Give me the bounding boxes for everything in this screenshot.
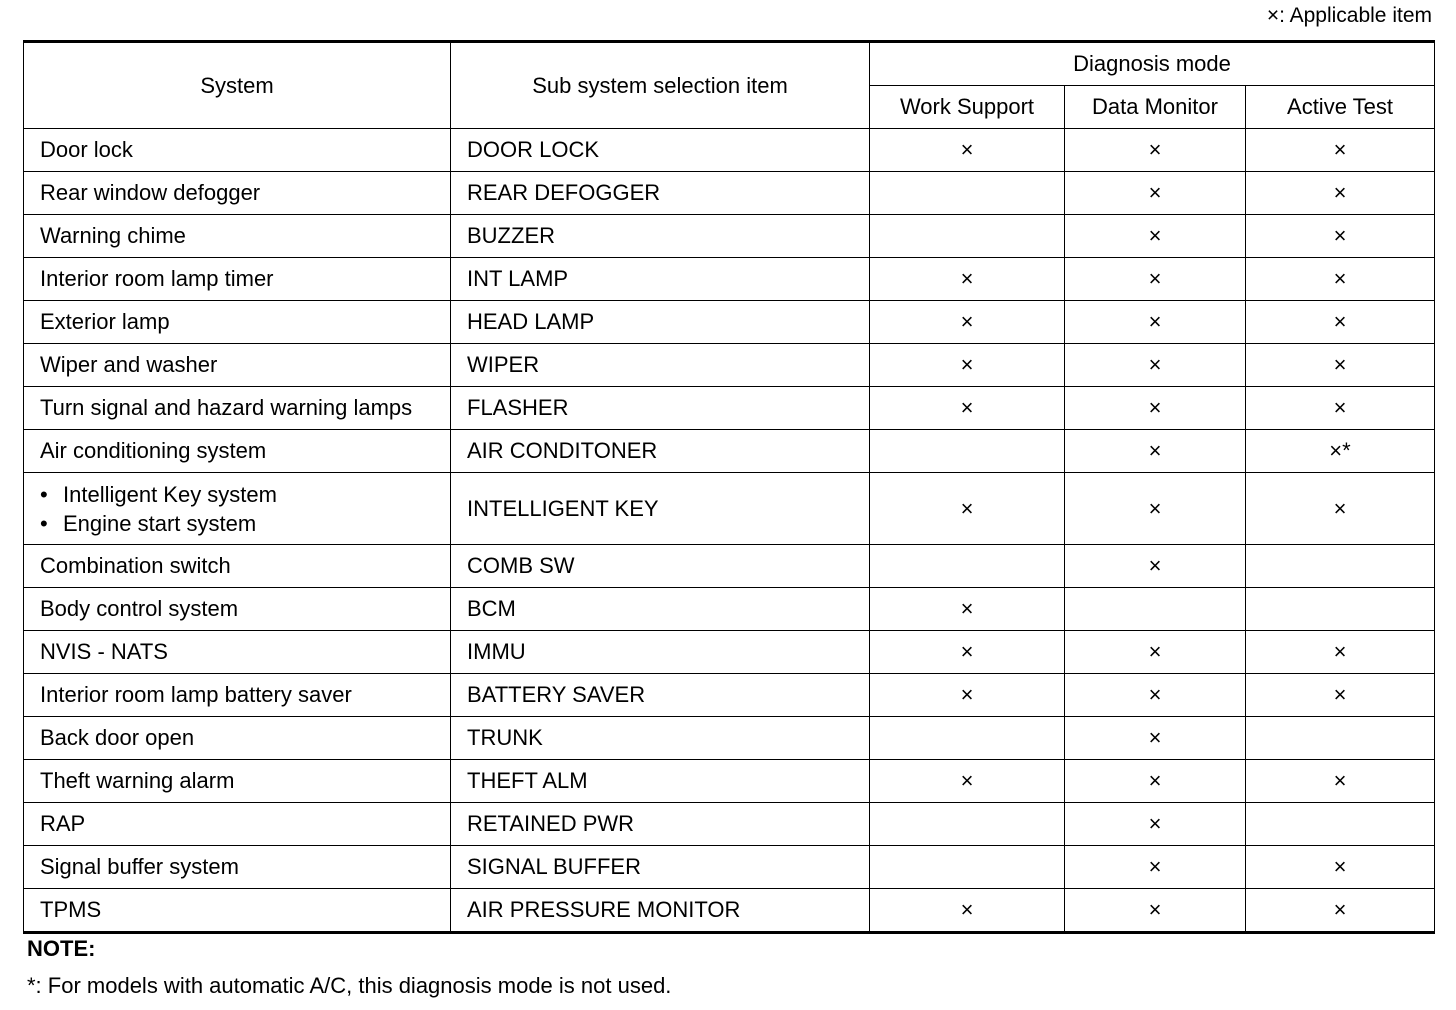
table-row — [24, 473, 1435, 545]
system-cell: TPMS — [24, 889, 451, 933]
active-test-cell: × — [1246, 258, 1435, 301]
table-row — [24, 344, 1435, 387]
table-row — [24, 215, 1435, 258]
work-support-cell — [870, 846, 1065, 889]
active-test-cell — [1246, 803, 1435, 846]
sub-system-cell: COMB SW — [451, 545, 870, 588]
work-support-cell — [870, 172, 1065, 215]
sub-system-cell: AIR CONDITONER — [451, 430, 870, 473]
data-monitor-cell: × — [1065, 545, 1246, 588]
system-cell: Interior room lamp battery saver — [24, 674, 451, 717]
active-test-cell — [1246, 717, 1435, 760]
data-monitor-cell: × — [1065, 760, 1246, 803]
work-support-cell: × — [870, 301, 1065, 344]
sub-system-cell: INT LAMP — [451, 258, 870, 301]
header-diagnosis-mode: Diagnosis mode — [870, 42, 1435, 86]
active-test-cell: ×* — [1246, 430, 1435, 473]
sub-system-cell: SIGNAL BUFFER — [451, 846, 870, 889]
header-active-test: Active Test — [1246, 86, 1435, 129]
active-test-cell: × — [1246, 215, 1435, 258]
table-row — [24, 760, 1435, 803]
sub-system-cell: DOOR LOCK — [451, 129, 870, 172]
sub-system-cell: THEFT ALM — [451, 760, 870, 803]
data-monitor-cell: × — [1065, 387, 1246, 430]
data-monitor-cell: × — [1065, 674, 1246, 717]
sub-system-cell: FLASHER — [451, 387, 870, 430]
data-monitor-cell: × — [1065, 717, 1246, 760]
table-body — [24, 129, 1435, 933]
work-support-cell: × — [870, 760, 1065, 803]
active-test-cell: × — [1246, 889, 1435, 933]
work-support-cell: × — [870, 588, 1065, 631]
active-test-cell: × — [1246, 301, 1435, 344]
work-support-cell: × — [870, 889, 1065, 933]
data-monitor-cell: × — [1065, 803, 1246, 846]
active-test-cell: × — [1246, 387, 1435, 430]
active-test-cell: × — [1246, 846, 1435, 889]
system-cell: Theft warning alarm — [24, 760, 451, 803]
active-test-cell: × — [1246, 344, 1435, 387]
data-monitor-cell: × — [1065, 473, 1246, 545]
table-row — [24, 889, 1435, 933]
work-support-cell — [870, 803, 1065, 846]
data-monitor-cell: × — [1065, 129, 1246, 172]
system-cell: Warning chime — [24, 215, 451, 258]
data-monitor-cell: × — [1065, 631, 1246, 674]
table-row — [24, 258, 1435, 301]
table-row — [24, 545, 1435, 588]
work-support-cell: × — [870, 387, 1065, 430]
table-row — [24, 674, 1435, 717]
work-support-cell: × — [870, 473, 1065, 545]
header-data-monitor: Data Monitor — [1065, 86, 1246, 129]
data-monitor-cell: × — [1065, 215, 1246, 258]
data-monitor-cell: × — [1065, 846, 1246, 889]
work-support-cell: × — [870, 674, 1065, 717]
table-row — [24, 588, 1435, 631]
table-row — [24, 631, 1435, 674]
table-row — [24, 430, 1435, 473]
data-monitor-cell — [1065, 588, 1246, 631]
work-support-cell: × — [870, 344, 1065, 387]
work-support-cell: × — [870, 258, 1065, 301]
active-test-cell: × — [1246, 760, 1435, 803]
system-cell: Rear window defogger — [24, 172, 451, 215]
table-row — [24, 717, 1435, 760]
system-list-item: • Intelligent Key system — [40, 480, 434, 509]
sub-system-cell: WIPER — [451, 344, 870, 387]
header-work-support: Work Support — [870, 86, 1065, 129]
legend: ×: Applicable item — [1266, 4, 1432, 27]
active-test-cell: × — [1246, 631, 1435, 674]
system-cell: Exterior lamp — [24, 301, 451, 344]
work-support-cell — [870, 717, 1065, 760]
system-cell: Back door open — [24, 717, 451, 760]
active-test-cell — [1246, 588, 1435, 631]
sub-system-cell: INTELLIGENT KEY — [451, 473, 870, 545]
note-text: *: For models with automatic A/C, this diagnosis mode is not used. — [27, 973, 672, 998]
table-row — [24, 803, 1435, 846]
system-cell: Body control system — [24, 588, 451, 631]
system-cell: Combination switch — [24, 545, 451, 588]
table-row — [24, 129, 1435, 172]
data-monitor-cell: × — [1065, 344, 1246, 387]
system-cell: Interior room lamp timer — [24, 258, 451, 301]
work-support-cell: × — [870, 631, 1065, 674]
system-cell: Air conditioning system — [24, 430, 451, 473]
sub-system-cell: BUZZER — [451, 215, 870, 258]
work-support-cell — [870, 215, 1065, 258]
table-row — [24, 387, 1435, 430]
sub-system-cell: TRUNK — [451, 717, 870, 760]
header-system: System — [24, 42, 451, 129]
active-test-cell: × — [1246, 129, 1435, 172]
system-cell: RAP — [24, 803, 451, 846]
system-cell: Turn signal and hazard warning lamps — [24, 387, 451, 430]
sub-system-cell: IMMU — [451, 631, 870, 674]
data-monitor-cell: × — [1065, 889, 1246, 933]
table-row — [24, 846, 1435, 889]
system-list-item: • Engine start system — [40, 509, 434, 538]
diagnosis-mode-table — [23, 40, 1435, 934]
data-monitor-cell: × — [1065, 172, 1246, 215]
sub-system-cell: BCM — [451, 588, 870, 631]
active-test-cell: × — [1246, 674, 1435, 717]
note-title: NOTE: — [27, 936, 96, 961]
system-cell: NVIS - NATS — [24, 631, 451, 674]
sub-system-cell: HEAD LAMP — [451, 301, 870, 344]
sub-system-cell: BATTERY SAVER — [451, 674, 870, 717]
work-support-cell: × — [870, 129, 1065, 172]
system-list — [40, 480, 434, 538]
sub-system-cell: REAR DEFOGGER — [451, 172, 870, 215]
table-row — [24, 301, 1435, 344]
system-cell: Signal buffer system — [24, 846, 451, 889]
active-test-cell: × — [1246, 473, 1435, 545]
system-cell: Wiper and washer — [24, 344, 451, 387]
header-sub-system: Sub system selection item — [451, 42, 870, 129]
system-cell — [24, 473, 451, 545]
data-monitor-cell: × — [1065, 430, 1246, 473]
data-monitor-cell: × — [1065, 258, 1246, 301]
active-test-cell: × — [1246, 172, 1435, 215]
sub-system-cell: AIR PRESSURE MONITOR — [451, 889, 870, 933]
work-support-cell — [870, 545, 1065, 588]
header-row — [24, 42, 1435, 86]
data-monitor-cell: × — [1065, 301, 1246, 344]
active-test-cell — [1246, 545, 1435, 588]
work-support-cell — [870, 430, 1065, 473]
system-cell: Door lock — [24, 129, 451, 172]
table-row — [24, 172, 1435, 215]
sub-system-cell: RETAINED PWR — [451, 803, 870, 846]
